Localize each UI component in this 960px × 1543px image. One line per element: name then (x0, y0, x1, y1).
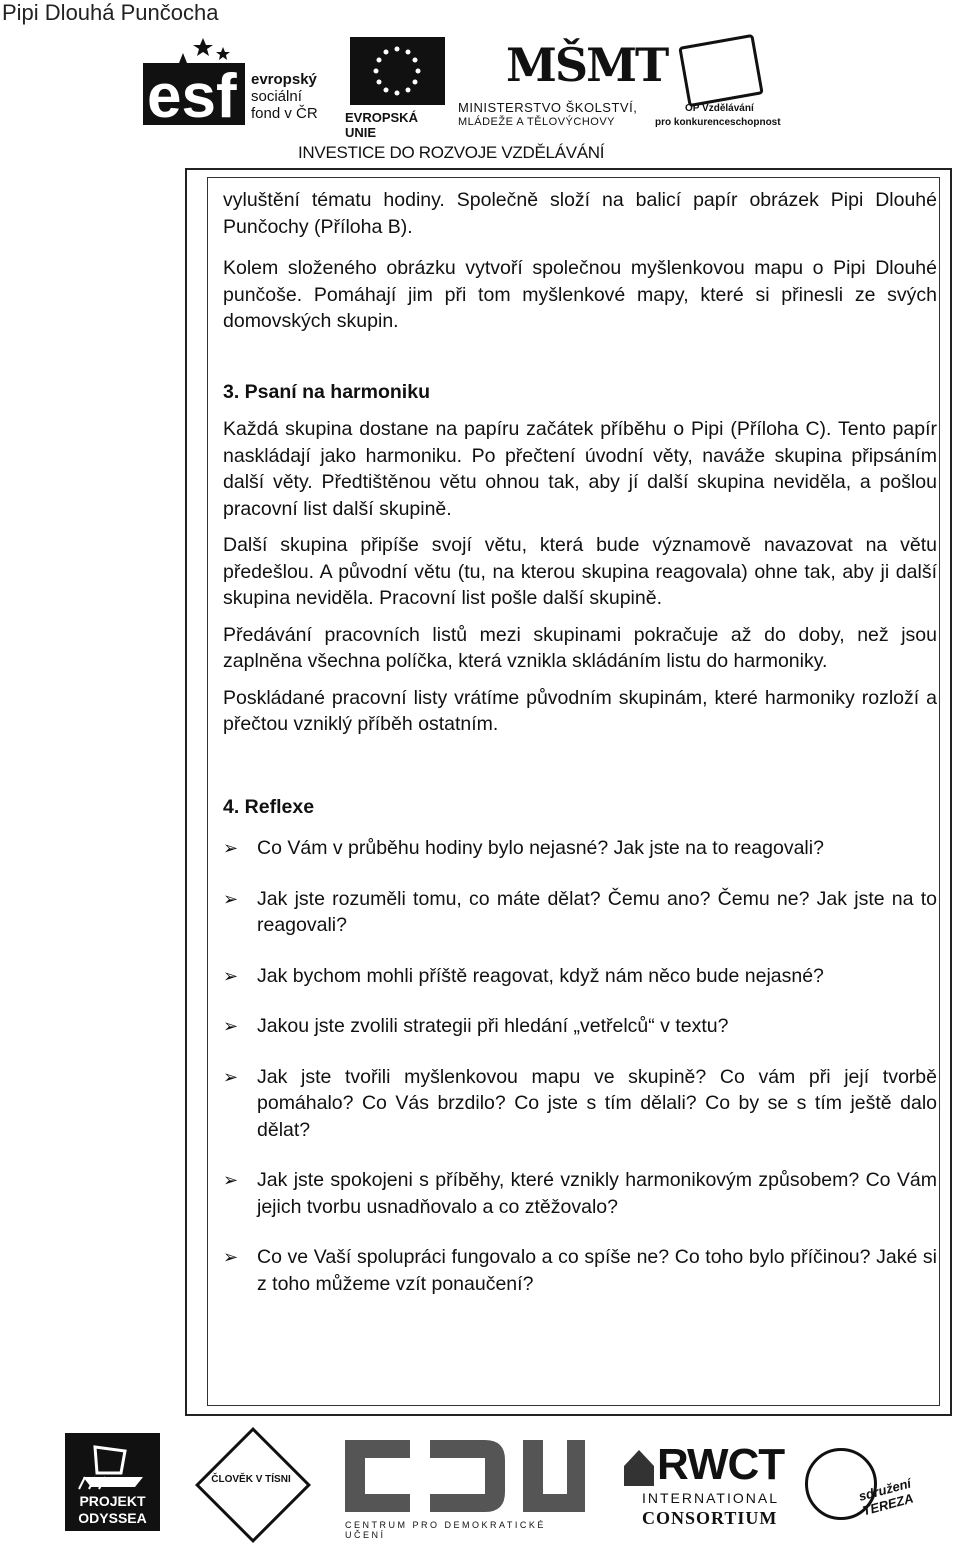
rwct-line1: INTERNATIONAL (642, 1490, 779, 1506)
document-title: Pipi Dlouhá Punčocha (2, 0, 219, 25)
op-mark-icon (678, 34, 763, 107)
op-line2: pro konkurenceschopnost (655, 117, 781, 128)
paragraph: Kolem složeného obrázku vytvoří společnou myšlenkovou mapu o Pipi Dlouhé punčoše. Pomáhají jim při tom myšlenkové mapy, které si přinesli ze svých domovských skupin. (223, 257, 937, 332)
cdu-logo (345, 1440, 590, 1540)
esf-line: evropský (251, 71, 317, 88)
op-logo (655, 40, 785, 130)
investice-tagline: INVESTICE DO ROZVOJE VZDĚLÁVÁNÍ (298, 143, 605, 162)
arrow-bullet-icon: ➢ (223, 1016, 239, 1036)
rwct-mark: RWCT (657, 1440, 785, 1489)
list-item (223, 1244, 937, 1297)
arrow-bullet-icon: ➢ (223, 1066, 239, 1087)
list-item (223, 835, 937, 862)
eu-label: EVROPSKÁ UNIE (345, 110, 418, 140)
esf-line: fond v ČR (251, 105, 318, 122)
odyssea-line: PROJEKT (79, 1493, 146, 1509)
odyssea-line: ODYSSEA (78, 1510, 147, 1526)
eu-logo (345, 37, 450, 140)
arrow-bullet-icon: ➢ (223, 965, 239, 986)
paragraph: Předávání pracovních listů mezi skupinami pokračuje až do doby, než jsou zaplněna všechna políčka, která vznikla skládáním listu do harmoniky. (223, 623, 937, 672)
arrow-bullet-icon: ➢ (223, 1247, 239, 1267)
cdu-mark-icon (345, 1440, 585, 1512)
list-item-text: Jakou jste zvolili strategii při hledání „vetřelců“ v textu? (257, 1015, 729, 1037)
list-item-text: Co ve Vaší spolupráci fungovalo a co spíše ne? Co toho bylo příčinou? Jaké si z toho můžeme vzít ponaučení? (257, 1246, 937, 1295)
rwct-logo (622, 1440, 802, 1535)
esf-mark-text: esf (147, 63, 237, 125)
list-item (223, 1064, 937, 1144)
list-item-text: Jak jste tvořili myšlenkovou mapu ve skupině? Co vám při její tvorbě pomáhalo? Co Vás brzdilo? Co jste s tím dělali? Co by se s tím ještě dalo dělat? (257, 1065, 937, 1141)
arrow-bullet-icon: ➢ (223, 888, 239, 909)
list-item-text: Jak bychom mohli příště reagovat, když nám něco bude nejasné? (257, 964, 824, 987)
list-item (223, 1013, 937, 1040)
list-item (223, 886, 937, 939)
paragraph: vyluštění tématu hodiny. Společně složí na balicí papír obrázek Pipi Dlouhé Punčochy (Příloha B). (223, 189, 937, 238)
rwct-house-icon (622, 1446, 656, 1488)
esf-text (251, 71, 318, 122)
esf-logo (143, 33, 343, 128)
esf-mark (143, 63, 245, 125)
op-line1: OP Vzdělávání (685, 103, 754, 114)
odyssea-logo (65, 1433, 160, 1531)
msmt-line1: MINISTERSTVO ŠKOLSTVÍ, (458, 100, 638, 115)
section-heading: 3. Psaní na harmoniku (223, 380, 430, 403)
paragraph: Poskládané pracovní listy vrátíme původním skupinám, které harmoniky rozloží a přečtou vzniklý příběh ostatním. (223, 686, 937, 735)
arrow-bullet-icon: ➢ (223, 1170, 239, 1190)
list-item-text: Jak jste spokojeni s příběhy, které vznikly harmonikovým způsobem? Co Vám jejich tvorbu usnadňovalo a co ztěžovalo? (257, 1169, 937, 1218)
list-item-text: Jak jste rozuměli tomu, co máte dělat? Čemu ano? Čemu ne? Jak jste na to reagovali? (257, 887, 937, 936)
arrow-bullet-icon: ➢ (223, 838, 239, 858)
reflection-list (223, 835, 937, 1297)
cdu-label: CENTRUM PRO DEMOKRATICKÉ UČENÍ (345, 1520, 546, 1540)
list-item (223, 1167, 937, 1220)
clovek-label: ČLOVĚK V TÍSNI (211, 1474, 291, 1485)
eu-flag-icon (350, 37, 445, 105)
list-item (223, 963, 937, 990)
content-body (223, 187, 937, 1297)
msmt-logo (458, 35, 668, 130)
tereza-label: sdružení TEREZA (857, 1475, 916, 1519)
paragraph: Každá skupina dostane na papíru začátek příběhu o Pipi (Příloha C). Tento papír naskládají jako harmoniku. Po přečtení úvodní věty, naváže skupina připsáním další věty. Předtištěnou větu ohnou tak, aby jí další skupina neviděla, a pošlou pracovní list další skupině. (223, 418, 937, 520)
rwct-line2: CONSORTIUM (642, 1508, 778, 1528)
tereza-logo (805, 1440, 916, 1530)
ship-icon (65, 1437, 160, 1492)
clovek-v-tisni-logo (196, 1430, 306, 1538)
section-heading: 4. Reflexe (223, 795, 315, 818)
paragraph: Další skupina připíše svojí větu, která bude významově navazovat na větu předešlou. A původní větu (tu, na kterou skupina reagovala) ohne tak, aby ji další skupina neviděla. Pracovní list pošle další skupině. (223, 534, 937, 609)
msmt-line2: MLÁDEŽE A TĚLOVÝCHOVY (458, 116, 616, 128)
esf-line: sociální (251, 88, 302, 105)
diamond-icon (195, 1427, 311, 1543)
msmt-mark: MŠMT (506, 38, 668, 92)
list-item-text: Co Vám v průběhu hodiny bylo nejasné? Jak jste na to reagovali? (257, 837, 824, 859)
